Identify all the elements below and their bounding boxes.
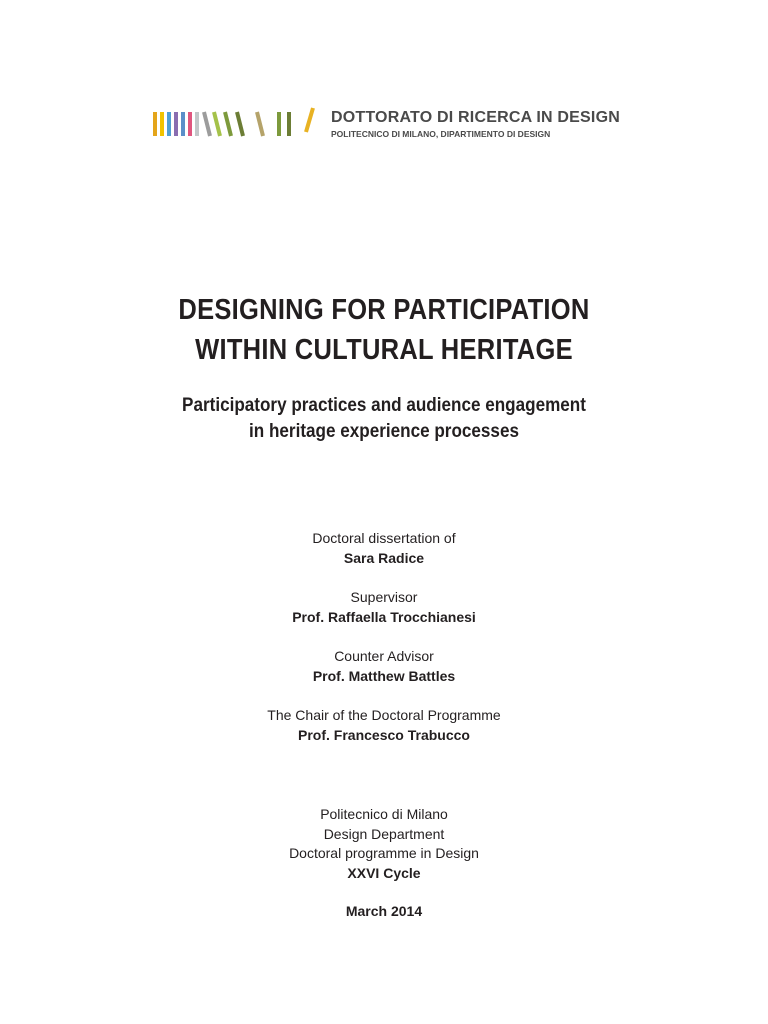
document-subtitle	[0, 393, 768, 445]
credit-name: Prof. Raffaella Trocchianesi	[292, 608, 476, 625]
credit-role: Supervisor	[350, 589, 418, 605]
programme-name: Doctoral programme in Design	[289, 845, 479, 861]
credit-chair	[0, 706, 768, 745]
logo-title: DOTTORATO DI RICERCA IN DESIGN	[331, 109, 620, 126]
credit-supervisor	[0, 588, 768, 627]
title-line-2: WITHIN CULTURAL HERITAGE	[195, 334, 573, 366]
credit-counter-advisor	[0, 647, 768, 686]
institution-block	[0, 805, 768, 883]
credit-role: Doctoral dissertation of	[312, 530, 456, 546]
department-name: Design Department	[323, 825, 445, 842]
credit-role: The Chair of the Doctoral Programme	[267, 707, 501, 723]
document-title	[0, 290, 768, 370]
credit-role: Counter Advisor	[334, 648, 434, 664]
credit-name: Prof. Francesco Trabucco	[298, 726, 470, 743]
logo-stripes-icon	[153, 106, 323, 138]
credit-name: Sara Radice	[343, 549, 425, 566]
subtitle-line-1: Participatory practices and audience engagement	[182, 395, 586, 416]
credit-name: Prof. Matthew Battles	[312, 667, 456, 684]
credits	[0, 529, 768, 765]
title-line-1: DESIGNING FOR PARTICIPATION	[178, 294, 590, 326]
logo-subtitle: POLITECNICO DI MILANO, DIPARTIMENTO DI DESIGN	[331, 129, 551, 139]
university-name: Politecnico di Milano	[320, 806, 448, 822]
publication-date: March 2014	[345, 903, 423, 919]
subtitle-line-2: in heritage experience processes	[249, 421, 519, 442]
cycle-label: XXVI Cycle	[347, 864, 421, 881]
credit-author	[0, 529, 768, 568]
